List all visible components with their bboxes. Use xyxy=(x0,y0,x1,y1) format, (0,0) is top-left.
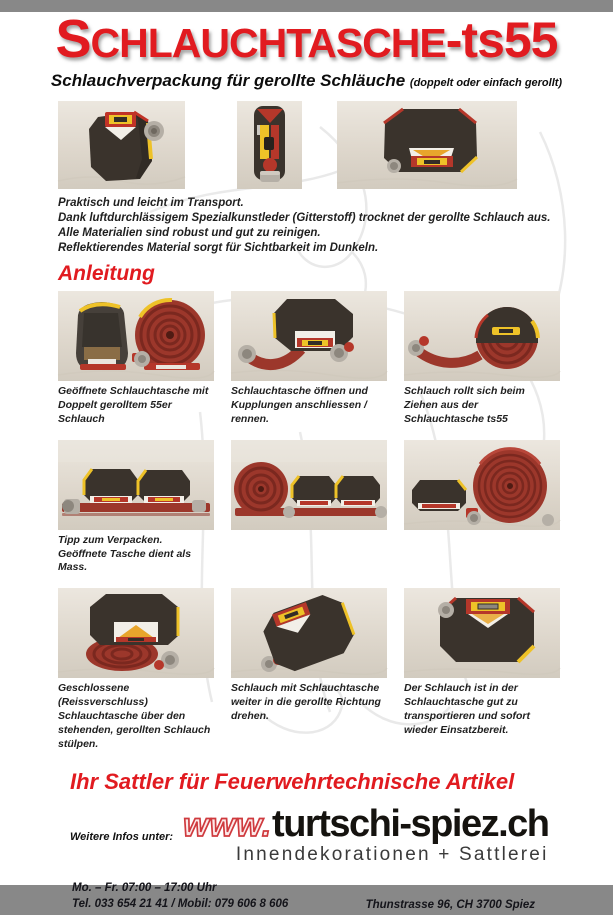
photo-caption: Schlauchtasche öffnen und Kupplungen anschliessen / rennen. xyxy=(231,385,368,425)
subtitle-text: Schlauchverpackung für gerollte Schläuche xyxy=(50,71,406,90)
feature-line: Reflektierendes Material sorgt für Sichtbarkeit im Dunkeln. xyxy=(58,242,379,255)
open-bag-rolled-hose-image xyxy=(58,291,214,381)
bag-side-view-image xyxy=(58,101,185,189)
photo-caption: Geöffnete Schlauchtasche mit Doppelt gerolltem 55er Schlauch xyxy=(58,385,209,425)
grid-cell xyxy=(404,440,560,576)
flyer-header xyxy=(0,9,613,91)
top-photo-row xyxy=(58,101,613,189)
grid-cell xyxy=(231,291,387,427)
feature-line: Praktisch und leicht im Transport. xyxy=(58,197,244,209)
photo-closed-bag-ready xyxy=(404,588,560,678)
photo-caption xyxy=(404,534,560,562)
grid-cell xyxy=(404,291,560,427)
section-heading-anleitung: Anleitung xyxy=(58,262,155,286)
hose-pulling-out-image xyxy=(404,291,560,381)
feature-line: Alle Materialien sind robust und gut zu reinigen. xyxy=(58,227,321,240)
bag-narrow-side-image xyxy=(237,101,302,189)
photo-flat-bag-and-big-coil xyxy=(404,440,560,530)
logo-wordmark xyxy=(183,802,549,845)
title-caps: CHLAUCHTASCHE xyxy=(90,20,446,66)
flat-bag-big-coil-image xyxy=(404,440,560,530)
contact-left xyxy=(72,882,288,915)
logo-tagline: Innendekorationen + Sattlerei xyxy=(235,843,549,865)
photo-caption: Schlauch rollt sich beim Ziehen aus der Schlauchtasche ts55 xyxy=(404,385,525,425)
subtitle-note: (doppelt oder einfach gerollt) xyxy=(409,77,563,89)
grid-cell xyxy=(404,588,560,751)
bag-with-couplings-image xyxy=(231,291,387,381)
feature-line: Dank luftdurchlässigem Spezialkunstleder (Gitterstoff) trocknet der gerollte Schlauch aus. xyxy=(58,212,551,225)
rotating-bag-image xyxy=(231,588,387,678)
two-flat-bags-image xyxy=(58,440,214,530)
title-tail: -ts55 xyxy=(445,12,558,68)
title-lead: S xyxy=(55,9,91,69)
logo-row xyxy=(70,802,613,866)
street-address: Thunstrasse 96, CH 3700 Spiez xyxy=(365,898,535,911)
photo-open-bag-with-rolled-hose xyxy=(58,291,214,381)
closed-bag-ready-image xyxy=(404,588,560,678)
photo-hose-pulling-out xyxy=(404,291,560,381)
bag-over-coil-image xyxy=(58,588,214,678)
photo-caption: Schlauch mit Schlauchtasche weiter in die gerollte Richtung drehen. xyxy=(231,682,381,722)
grid-cell xyxy=(58,440,214,576)
page-subtitle xyxy=(0,71,613,91)
footer-heading: Ihr Sattler für Feuerwehrtechnische Artikel xyxy=(70,768,515,794)
photo-bag-side-view xyxy=(58,101,185,189)
feature-list xyxy=(58,196,613,255)
photo-two-flat-bags-on-hose xyxy=(58,440,214,530)
photo-rotating-bag xyxy=(231,588,387,678)
grid-cell xyxy=(231,588,387,751)
opening-hours: Mo. – Fr. 07:00 – 17:00 Uhr xyxy=(72,881,217,894)
phone-numbers: Tel. 033 654 21 41 / Mobil: 079 606 8 606 xyxy=(72,897,289,910)
coil-and-flat-bags-image xyxy=(231,440,387,530)
grid-cell xyxy=(231,440,387,576)
flyer-page xyxy=(0,9,613,911)
grid-cell xyxy=(58,588,214,751)
logo-domain-part: turtschi-spiez.ch xyxy=(272,802,549,845)
photo-caption: Tipp zum Verpacken. Geöffnete Tasche dient als Mass. xyxy=(58,533,192,574)
photo-caption: Geschlossene (Reissverschluss) Schlauchtasche über den stehenden, gerollten Schlauch stülpen. xyxy=(58,682,211,750)
photo-bag-with-couplings xyxy=(231,291,387,381)
photo-caption xyxy=(231,534,387,562)
photo-bag-narrow-side xyxy=(237,101,302,189)
page-title xyxy=(0,9,613,69)
grid-cell xyxy=(58,291,214,427)
info-label: Weitere Infos unter: xyxy=(70,830,174,843)
instruction-grid xyxy=(58,291,560,751)
photo-caption: Der Schlauch ist in der Schlauchtasche gut zu transportieren und sofort wieder Einsatzbereit. xyxy=(404,682,531,736)
photo-bag-front-view xyxy=(337,101,517,189)
photo-bag-over-standing-coil xyxy=(58,588,214,678)
bag-front-view-image xyxy=(337,101,517,189)
contact-right xyxy=(366,882,535,915)
company-logo xyxy=(183,802,549,866)
logo-www-part: www. xyxy=(183,805,273,843)
contact-block xyxy=(72,882,535,915)
photo-coil-and-flat-bags xyxy=(231,440,387,530)
